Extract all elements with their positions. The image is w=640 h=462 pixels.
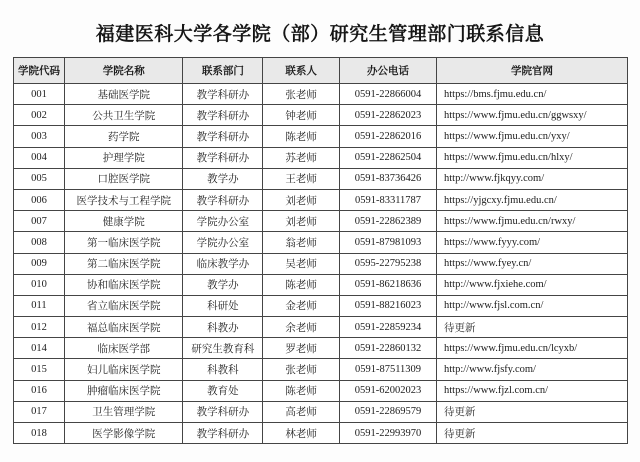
cell-college-website: http://www.fjkqyy.com/ [437,168,628,189]
cell-contact-department: 教学科研办 [183,84,263,105]
cell-college-code: 004 [14,147,65,168]
cell-contact-person: 陈老师 [263,380,340,401]
table-row [14,147,628,168]
cell-contact-department: 教学科研办 [183,423,263,444]
cell-contact-person: 罗老师 [263,338,340,359]
cell-office-phone: 0591-22862389 [340,211,437,232]
cell-college-name: 省立临床医学院 [64,295,183,316]
cell-contact-person: 高老师 [263,401,340,422]
cell-college-website: https://www.fjmu.edu.cn/lcyxb/ [437,338,628,359]
cell-office-phone: 0595-22795238 [340,253,437,274]
cell-contact-department: 科教办 [183,317,263,338]
cell-office-phone: 0591-87511309 [340,359,437,380]
cell-contact-department: 教育处 [183,380,263,401]
cell-college-name: 卫生管理学院 [64,401,183,422]
cell-college-website: 待更新 [437,423,628,444]
header-contact-person: 联系人 [263,58,340,84]
cell-college-code: 010 [14,274,65,295]
cell-college-website: https://www.fjmu.edu.cn/ggwsxy/ [437,105,628,126]
cell-contact-person: 翁老师 [263,232,340,253]
cell-contact-department: 教学科研办 [183,147,263,168]
table-header-row [14,58,628,84]
table-row [14,380,628,401]
cell-college-website: https://www.fjmu.edu.cn/rwxy/ [437,211,628,232]
cell-office-phone: 0591-22862016 [340,126,437,147]
cell-contact-person: 张老师 [263,84,340,105]
cell-contact-person: 金老师 [263,295,340,316]
table-row [14,253,628,274]
cell-college-code: 015 [14,359,65,380]
cell-college-code: 016 [14,380,65,401]
cell-college-code: 002 [14,105,65,126]
cell-contact-department: 科研处 [183,295,263,316]
cell-college-website: https://www.fjzl.com.cn/ [437,380,628,401]
cell-office-phone: 0591-22862504 [340,147,437,168]
header-college-website: 学院官网 [437,58,628,84]
table-row [14,359,628,380]
table-row [14,211,628,232]
cell-college-name: 妇儿临床医学院 [64,359,183,380]
cell-contact-person: 陈老师 [263,126,340,147]
cell-office-phone: 0591-22993970 [340,423,437,444]
cell-college-code: 012 [14,317,65,338]
table-body [14,84,628,444]
table-row [14,232,628,253]
cell-college-website: http://www.fjsl.com.cn/ [437,295,628,316]
cell-college-website: https://yjgcxy.fjmu.edu.cn/ [437,189,628,210]
table-row [14,126,628,147]
cell-contact-department: 临床教学办 [183,253,263,274]
cell-college-name: 基础医学院 [64,84,183,105]
cell-contact-person: 余老师 [263,317,340,338]
table-row [14,423,628,444]
cell-contact-department: 学院办公室 [183,211,263,232]
cell-college-name: 健康学院 [64,211,183,232]
cell-office-phone: 0591-62002023 [340,380,437,401]
page-title: 福建医科大学各学院（部）研究生管理部门联系信息 [95,24,545,45]
cell-college-website: https://www.fyey.cn/ [437,253,628,274]
cell-contact-person: 刘老师 [263,211,340,232]
cell-college-code: 014 [14,338,65,359]
cell-college-name: 医学影像学院 [64,423,183,444]
cell-college-name: 医学技术与工程学院 [64,189,183,210]
cell-office-phone: 0591-22866004 [340,84,437,105]
cell-college-code: 001 [14,84,65,105]
cell-college-code: 003 [14,126,65,147]
cell-contact-person: 苏老师 [263,147,340,168]
table-row [14,295,628,316]
cell-college-code: 006 [14,189,65,210]
cell-contact-person: 刘老师 [263,189,340,210]
cell-contact-department: 教学科研办 [183,401,263,422]
cell-college-website: https://bms.fjmu.edu.cn/ [437,84,628,105]
cell-college-name: 第二临床医学院 [64,253,183,274]
table-row [14,84,628,105]
cell-contact-department: 教学科研办 [183,126,263,147]
table-row [14,317,628,338]
cell-contact-person: 林老师 [263,423,340,444]
header-contact-department: 联系部门 [183,58,263,84]
cell-college-name: 第一临床医学院 [64,232,183,253]
cell-college-name: 临床医学部 [64,338,183,359]
cell-contact-person: 张老师 [263,359,340,380]
table-row [14,401,628,422]
cell-college-code: 011 [14,295,65,316]
header-college-code: 学院代码 [14,58,65,84]
cell-college-code: 005 [14,168,65,189]
cell-college-name: 肿瘤临床医学院 [64,380,183,401]
cell-contact-department: 教学科研办 [183,189,263,210]
cell-contact-department: 教学办 [183,168,263,189]
cell-office-phone: 0591-22859234 [340,317,437,338]
contact-info-table [13,57,628,444]
table-row [14,274,628,295]
cell-college-website: http://www.fjxiehe.com/ [437,274,628,295]
cell-contact-person: 王老师 [263,168,340,189]
cell-contact-person: 吴老师 [263,253,340,274]
cell-office-phone: 0591-83736426 [340,168,437,189]
cell-college-website: https://www.fjmu.edu.cn/yxy/ [437,126,628,147]
cell-office-phone: 0591-22860132 [340,338,437,359]
cell-college-name: 药学院 [64,126,183,147]
cell-college-code: 017 [14,401,65,422]
cell-contact-department: 教学科研办 [183,105,263,126]
cell-college-name: 公共卫生学院 [64,105,183,126]
header-college-name: 学院名称 [64,58,183,84]
cell-contact-department: 科教科 [183,359,263,380]
header-office-phone: 办公电话 [340,58,437,84]
cell-office-phone: 0591-22869579 [340,401,437,422]
cell-college-website: 待更新 [437,401,628,422]
cell-college-website: 待更新 [437,317,628,338]
cell-office-phone: 0591-88216023 [340,295,437,316]
cell-college-name: 护理学院 [64,147,183,168]
cell-college-website: https://www.fjmu.edu.cn/hlxy/ [437,147,628,168]
cell-college-website: https://www.fyyy.com/ [437,232,628,253]
cell-college-name: 口腔医学院 [64,168,183,189]
table-row [14,189,628,210]
cell-college-code: 018 [14,423,65,444]
cell-office-phone: 0591-87981093 [340,232,437,253]
cell-office-phone: 0591-86218636 [340,274,437,295]
cell-contact-department: 学院办公室 [183,232,263,253]
cell-contact-person: 陈老师 [263,274,340,295]
cell-college-name: 协和临床医学院 [64,274,183,295]
cell-contact-department: 教学办 [183,274,263,295]
cell-college-code: 008 [14,232,65,253]
cell-office-phone: 0591-83311787 [340,189,437,210]
cell-college-code: 007 [14,211,65,232]
cell-college-code: 009 [14,253,65,274]
cell-office-phone: 0591-22862023 [340,105,437,126]
table-row [14,105,628,126]
cell-college-name: 福总临床医学院 [64,317,183,338]
cell-contact-department: 研究生教育科 [183,338,263,359]
cell-contact-person: 钟老师 [263,105,340,126]
table-row [14,168,628,189]
table-row [14,338,628,359]
cell-college-website: http://www.fjsfy.com/ [437,359,628,380]
